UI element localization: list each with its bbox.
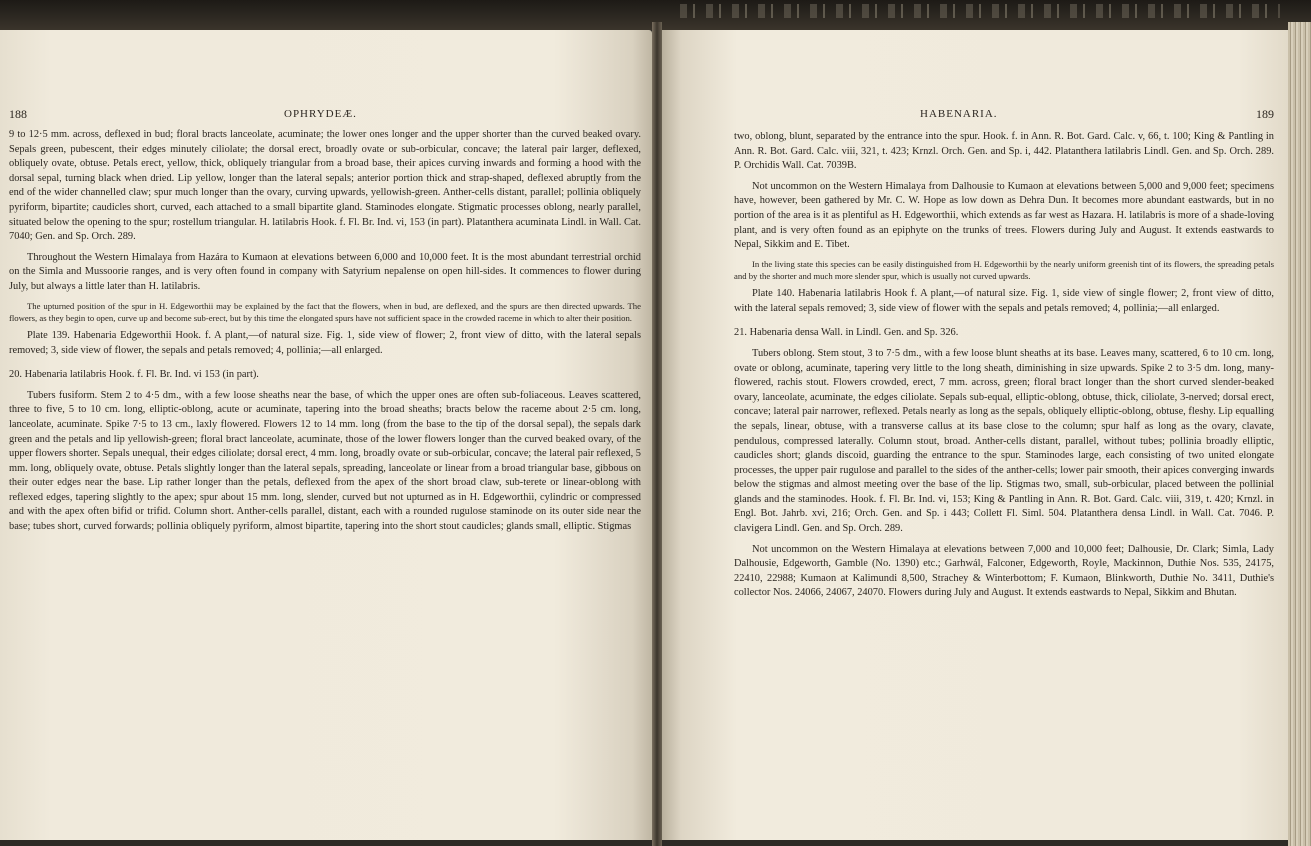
page-edges: [1288, 22, 1311, 846]
left-body-text: [9, 128, 641, 535]
paragraph: Tubers oblong. Stem stout, 3 to 7·5 dm., with a few loose blunt sheaths at its base. Leaves many, scattered, 6 to 10 cm. long, ovate or oblong, acuminate, tapering very little to the long sheath, diminishing in size upwards. Spike 2 to 3·5 dm. long, many-flowered, rachis stout. Flowers crowded, erect, 7 mm. across, green; floral bract longer than the short curved slender-beaked ovary, lanceolate, acuminate, the edges ciliolate. Sepals sub-equal, elliptic-oblong, obtuse, thick, ciliolate, 3-nerved; dorsal erect, concave; lateral pair narrower, reflexed. Petals nearly as long as the sepals, obliquely elliptic-oblong, obtuse, fleshy. Lip equalling the sepals, linear, obtuse, with a transverse callus at its base close to the column; spur half as long as the ovary, clavate, pendulous, compressed laterally. Column stout, broad. Anther-cells distant, parallel, without tubes; pollinia broadly elliptic, caudicles short; glands discoid, guarding the entrance to the spur. Staminodes large, each consisting of two united elongate processes, the upper pair rugulose and parallel to the sides of the anther-cells; lower pair smooth, their apices converging inwards below the stigmas and almost meeting over the base of the lip. Stigmas two, small, sub-orbicular, placed between the pollinial glands and the staminodes. Hook. f. Fl. Br. Ind. vi, 153; King & Pantling in Ann. R. Bot. Gard. Calc. viii, 319, t. 420; Krnzl. in Engl. Bot. Jahrb. xvi, 216; Orch. Gen. and Sp. i 443; Collett Fl. Siml. 504. Platanthera densa Lindl. in Wall. Cat. 7046. P. clavigera Lindl. Gen. and Sp. Orch. 289.: [734, 347, 1274, 535]
scan-marks: [680, 4, 1280, 18]
paragraph: Not uncommon on the Western Himalaya from Dalhousie to Kumaon at elevations between 5,000 and 9,000 feet; specimens have, however, been gathered by Mr. C. W. Hope as low down as Dehra Dun. It becomes more abundant eastwards, but in no portion of the area is it as plentiful as H. Edgeworthii, which extends as far west as Hazara. H. latilabris is more of a shade-loving plant, and is very often found as an epiphyte on the trunks of trees. Flowers during July and August. It extends eastwards to Nepal, Sikkim and E. Tibet.: [734, 180, 1274, 251]
book-gutter: [652, 22, 662, 846]
paragraph: Not uncommon on the Western Himalaya at elevations between 7,000 and 10,000 feet; Dalhousie, Dr. Clark; Simla, Lady Dalhousie, Edgeworth, Gamble (No. 1390) etc.; Garhwál, Falconer, Edgeworth, Royle, Mackinnon, Duthie Nos. 535, 24175, 22410, 22988; Kumaon at Kalimundi 8,500, Strachey & Winterbottom; F. Kumaon, Blinkworth, Duthie No. 3411, Duthie's collector Nos. 24066, 24067, 24070. Flowers during July and August. It extends eastwards to Nepal, Sikkim and Bhutan.: [734, 543, 1274, 599]
paragraph: 9 to 12·5 mm. across, deflexed in bud; floral bracts lanceolate, acuminate; the lower ones longer and the upper shorter than the curved beaked ovary. Sepals green, pubescent, their edges minutely ciliolate; the dorsal erect, broadly ovate or sub-orbicular, concave; the lateral pair larger, deflexed, obliquely ovate, obtuse. Petals erect, yellow, thick, obliquely triangular from a broad base, their apices curving inwards and forming a hood with the dorsal sepal, turning black when dried. Lip yellow, longer than the lateral sepals; anterior portion thick and strap-shaped, deflexed abruptly from the end of the wider channelled claw; spur much longer than the ovary, curving upwards, yellowish-green. Anther-cells distant, parallel; pollinia obliquely pyriform, bipartite; caudicles short, curved, each attached to a small bipartite gland. Staminodes elongate. Stigmatic processes oblong, nearly parallel, situated below the opening to the spur; rostellum triangular. H. latilabris Hook. f. Fl. Br. Ind. vi, 153 (in part). Platanthera acuminata Lindl. in Wall. Cat. 7040; Gen. and Sp. Orch. 289.: [9, 129, 641, 243]
page-number-right: 189: [1256, 107, 1274, 121]
plate-caption: Plate 139. Habenaria Edgeworthii Hook. f. A plant,—of natural size. Fig. 1, side view of flower; 2, front view of ditto, with the lateral sepals removed; 3, side view of flower, the sepals and petals removed; 4, pollinia;—all enlarged.: [9, 329, 641, 356]
note-paragraph: The upturned position of the spur in H. Edgeworthii may be explained by the fact that the flowers, when in bud, are deflexed, and the spurs are then directed upwards. The flowers, as they begin to open, curve up and become sub-erect, but by this time the elongated spurs have not sufficient space in the crowded raceme in which to alter their position.: [9, 300, 641, 323]
species-heading: 20. Habenaria latilabris Hook. f. Fl. Br. Ind. vi 153 (in part).: [9, 369, 259, 381]
paragraph: Tubers fusiform. Stem 2 to 4·5 dm., with a few loose sheaths near the base, of which the upper ones are often sub-foliaceous. Leaves scattered, three to five, 5 to 10 cm. long, elliptic-oblong, acute or acuminate, tapering into the broad sheaths; bracts below the raceme about 2·5 cm. long, lanceolate, acuminate. Spike 7·5 to 13 cm., laxly flowered. Flowers 12 to 14 mm. long (from the base to the tip of the dorsal sepal), the sepals dark green and the petals and lip yellowish-green; floral bract lanceolate, acuminate, those of the lower flowers longer than the curved beaked ovary, of the upper flowers shorter. Sepals unequal, their edges ciliolate; dorsal erect, 4 mm. long, broadly ovate or sub-orbicular, concave; the lateral pair reflexed, 5 mm. long, obliquely ovate, obtuse. Petals slightly longer than the lateral sepals, spreading, lanceolate or linear from a broad triangular base, gibbous on their outer edges near the base. Lip rather longer than the petals, deflexed from the apex of the short broad claw, sub-terete or linear-oblong with reflexed edges, tapering slightly to the apex; spur about 15 mm. long, slender, curved but not upturned as in H. Edgeworthii, cylindric or compressed and with the apex often bifid or trifid. Column short. Anther-cells parallel, distant, each with a rounded rugulose staminode on its outer side near the base; tubes short, curved forwards; pollinia obliquely pyriform, almost bipartite, tapering into the short stout caudicles; glands small, elliptic. Stigmas: [9, 389, 641, 533]
right-body-text: [734, 130, 1274, 601]
running-head-right: HABENARIA.: [920, 108, 998, 120]
species-heading: 21. Habenaria densa Wall. in Lindl. Gen. and Sp. 326.: [734, 327, 959, 339]
right-page: [662, 30, 1288, 840]
plate-caption: Plate 140. Habenaria latilabris Hook f. A plant,—of natural size. Fig. 1, side view of single flower; 2, front view of ditto, with the lateral sepals removed; 3, side view of flower with the sepals and petals removed; 4, pollinia;—all enlarged.: [734, 288, 1274, 314]
paragraph: Throughout the Western Himalaya from Hazára to Kumaon at elevations between 6,000 and 10,000 feet. It is the most abundant terrestrial orchid on the Simla and Mussoorie ranges, and is very often found in company with Satyrium nepalense on open hill-sides. It commences to flower during July, but always a little later than H. latilabris.: [9, 251, 641, 292]
left-page: [0, 30, 652, 840]
page-number-left: 188: [9, 107, 27, 121]
paragraph: two, oblong, blunt, separated by the entrance into the spur. Hook. f. in Ann. R. Bot. Gard. Calc. v, 66, t. 100; King & Pantling in Ann. R. Bot. Gard. Calc. viii, 321, t. 423; Krnzl. Orch. Gen. and Sp. i, 442. Platanthera latilabris Lindl. Gen. and Sp. Orch. 289. P. Orchidis Wall. Cat. 7039B.: [734, 131, 1274, 172]
running-head-left: OPHRYDEÆ.: [284, 108, 357, 120]
note-paragraph: In the living state this species can be easily distinguished from H. Edgeworthii by the nearly uniform greenish tint of its flowers, the spreading petals and by the shorter and much more slender spur, which is usually not curved upwards.: [734, 258, 1274, 281]
